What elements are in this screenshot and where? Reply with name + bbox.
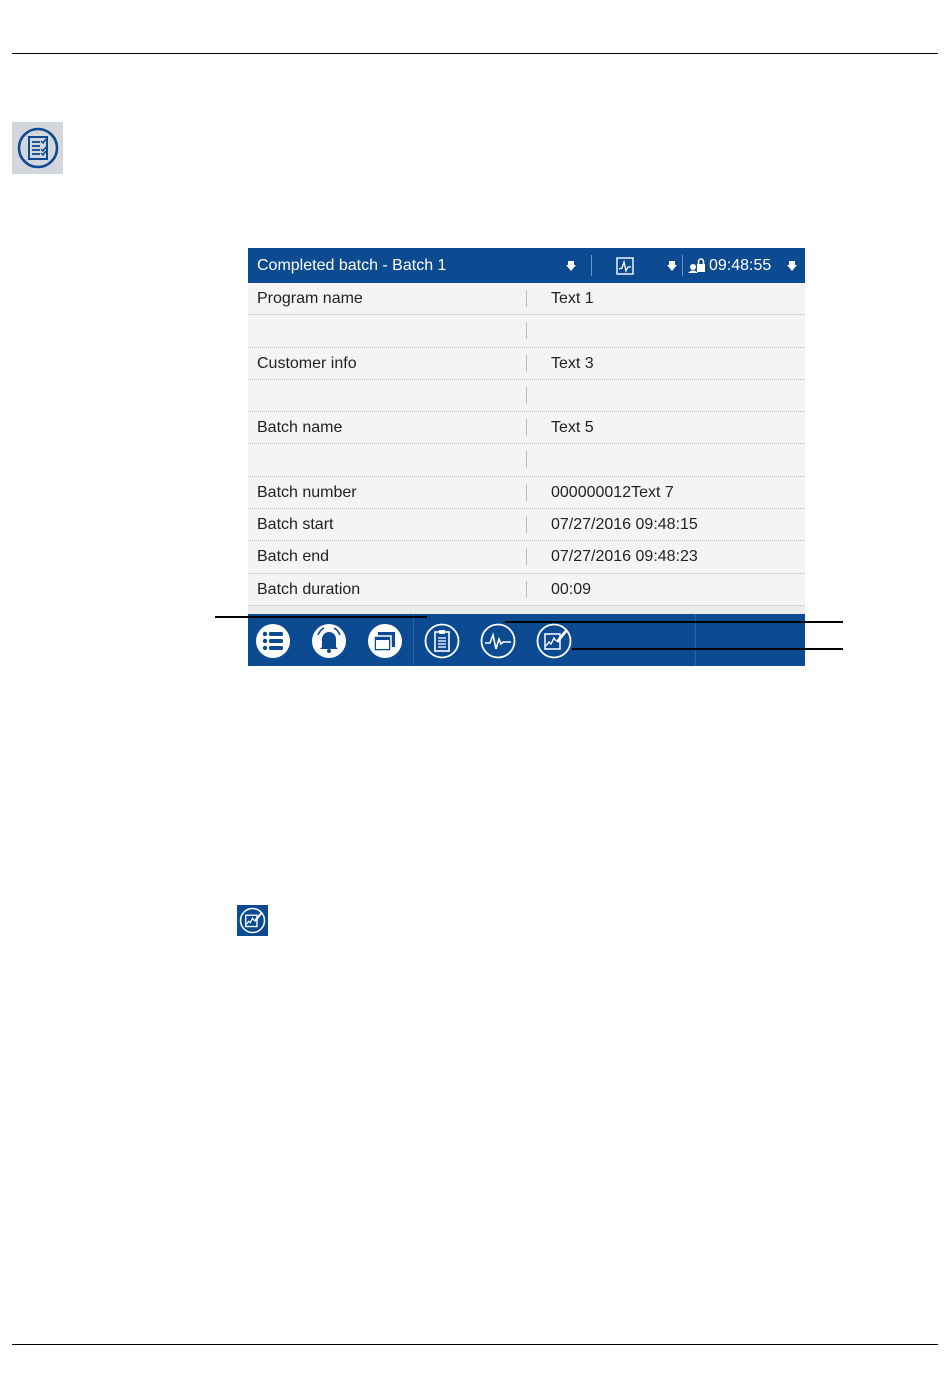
header-rule bbox=[12, 53, 938, 54]
user-lock-icon[interactable] bbox=[688, 248, 706, 283]
row-value: 07/27/2016 09:48:23 bbox=[551, 548, 698, 566]
table-row bbox=[248, 348, 805, 380]
toolbar-separator bbox=[413, 614, 414, 666]
column-divider bbox=[526, 355, 527, 372]
device-screen bbox=[248, 248, 805, 666]
alarm-bell-icon[interactable] bbox=[311, 623, 347, 659]
windows-icon[interactable] bbox=[367, 623, 403, 659]
clipboard-icon[interactable] bbox=[424, 623, 460, 659]
table-row bbox=[248, 574, 805, 606]
column-divider bbox=[526, 387, 527, 404]
curve-view-icon[interactable] bbox=[616, 248, 634, 283]
column-divider bbox=[526, 548, 527, 565]
table-row bbox=[248, 509, 805, 541]
row-label: Batch end bbox=[257, 548, 330, 566]
batch-info-table bbox=[248, 283, 805, 606]
row-value: Text 1 bbox=[551, 290, 594, 307]
title-bar bbox=[248, 248, 805, 283]
row-label: Batch start bbox=[257, 516, 334, 534]
callout-line bbox=[572, 648, 843, 650]
column-divider bbox=[526, 419, 527, 436]
table-row bbox=[248, 444, 805, 476]
screen-title: Completed batch - Batch 1 bbox=[257, 257, 447, 274]
column-divider bbox=[526, 484, 527, 501]
row-value: Text 3 bbox=[551, 354, 594, 372]
title-dropdown-icon[interactable] bbox=[565, 248, 577, 283]
row-value: 07/27/2016 09:48:15 bbox=[551, 516, 698, 534]
table-row bbox=[248, 541, 805, 573]
row-value: Text 5 bbox=[551, 419, 594, 437]
row-value: 000000012Text 7 bbox=[551, 483, 674, 501]
clock-dropdown-icon[interactable] bbox=[786, 248, 798, 283]
title-separator bbox=[682, 255, 683, 276]
row-label: Batch number bbox=[257, 483, 357, 501]
curve-icon[interactable] bbox=[480, 623, 516, 659]
row-label: Batch duration bbox=[257, 580, 361, 598]
table-row bbox=[248, 477, 805, 509]
group-dropdown-icon[interactable] bbox=[666, 248, 678, 283]
footer-rule bbox=[12, 1344, 938, 1345]
column-divider bbox=[526, 322, 527, 339]
signature-chart-icon[interactable] bbox=[536, 623, 572, 659]
title-separator bbox=[591, 255, 592, 276]
table-row bbox=[248, 380, 805, 412]
row-value: 00:09 bbox=[551, 580, 592, 598]
clock: 09:48:55 bbox=[709, 257, 772, 274]
row-label: Program name bbox=[257, 290, 363, 307]
column-divider bbox=[526, 516, 527, 533]
row-label: Batch name bbox=[257, 419, 343, 437]
table-row bbox=[248, 412, 805, 444]
batch-report-icon bbox=[12, 122, 63, 174]
menu-list-icon[interactable] bbox=[255, 623, 291, 659]
table-row bbox=[248, 315, 805, 347]
table-row bbox=[248, 283, 805, 315]
column-divider bbox=[526, 581, 527, 598]
column-divider bbox=[526, 290, 527, 307]
signature-chart-icon bbox=[237, 905, 268, 936]
row-label: Customer info bbox=[257, 354, 357, 372]
callout-line bbox=[505, 621, 843, 623]
column-divider bbox=[526, 451, 527, 468]
callout-line bbox=[215, 616, 427, 618]
